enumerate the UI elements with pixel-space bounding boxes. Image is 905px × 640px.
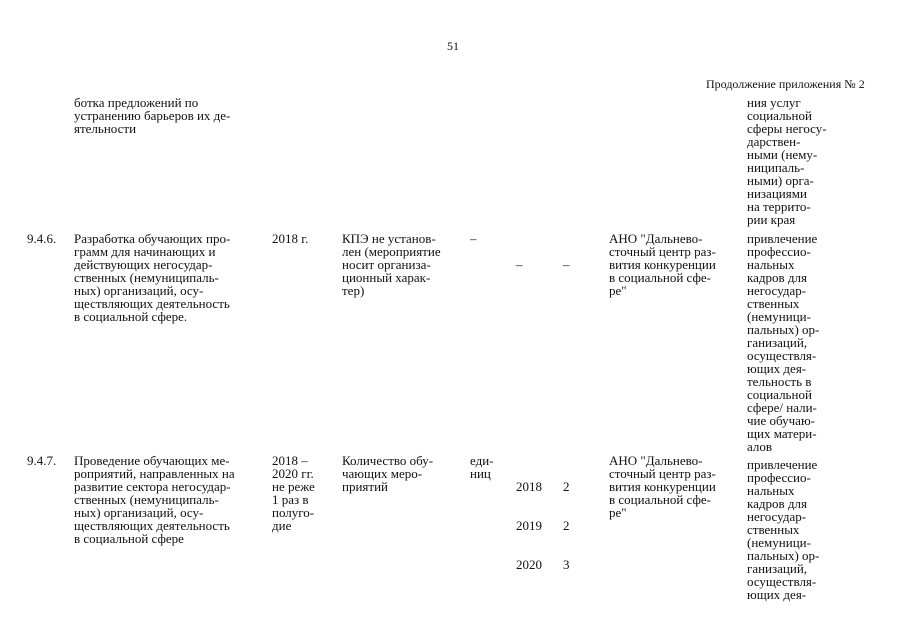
year-value: 2018 [516,479,542,494]
row-number: 9.4.6. [27,231,57,246]
row-name: Разработка обучающих про- грамм для начинающих и действующих негосудар- ственных (немуниципаль- ных) организаций, осу- ществляющих деятельность в социальной сфере. [74,231,231,324]
page-number: 51 [447,39,459,53]
carryover-result-text: ния услуг социальной сферы негосу- дарствен- ными (нему- ниципаль- ными) орга- низациями на террито- рии края [747,95,827,227]
row-executor: АНО "Дальнево- сточный центр раз- вития конкуренции в социальной сфе- ре" [609,231,716,298]
row-years [516,232,529,297]
row-indicator: Количество обу- чающих меро- приятий [342,453,434,494]
continuation-note: Продолжение приложения № 2 [706,77,865,91]
row-values [563,232,576,297]
row-term: 2018 – 2020 гг. не реже 1 раз в полуго- дие [272,453,315,533]
count-value: 2 [563,479,570,494]
row-executor: АНО "Дальнево- сточный центр раз- вития конкуренции в социальной сфе- ре" [609,453,716,520]
row-unit: еди- ниц [470,453,494,481]
row-indicator: КПЭ не установ- лен (мероприятие носит организа- ционный харак- тер) [342,231,441,298]
row-result: привлечение профессио- нальных кадров для негосудар- ственных (немуници- пальных) ор- ганизаций, осуществля- ющих дея- [747,457,820,602]
row-years [516,454,542,597]
count-value: 2 [563,518,570,533]
row-result: привлечение профессио- нальных кадров для негосудар- ственных (немуници- пальных) ор- ганизаций, осуществля- ющих дея- тельность в социальной сфере/ нали- чие обучаю- щих матери- алов [747,231,820,454]
year-value: 2019 [516,518,542,533]
row-number: 9.4.7. [27,453,57,468]
carryover-name-text: ботка предложений по устранению барьеров их де- ятельности [74,95,231,136]
year-value: 2020 [516,557,542,572]
row-unit: – [470,231,477,246]
year-value: – [516,257,523,272]
row-term: 2018 г. [272,231,309,246]
count-value: 3 [563,557,570,572]
count-value: – [563,257,570,272]
row-values [563,454,576,597]
row-name: Проведение обучающих ме- роприятий, направленных на развитие сектора негосудар- ственных (немуниципаль- ных) организаций, осу- ществляющих деятельность в социальной сфере [74,453,235,546]
